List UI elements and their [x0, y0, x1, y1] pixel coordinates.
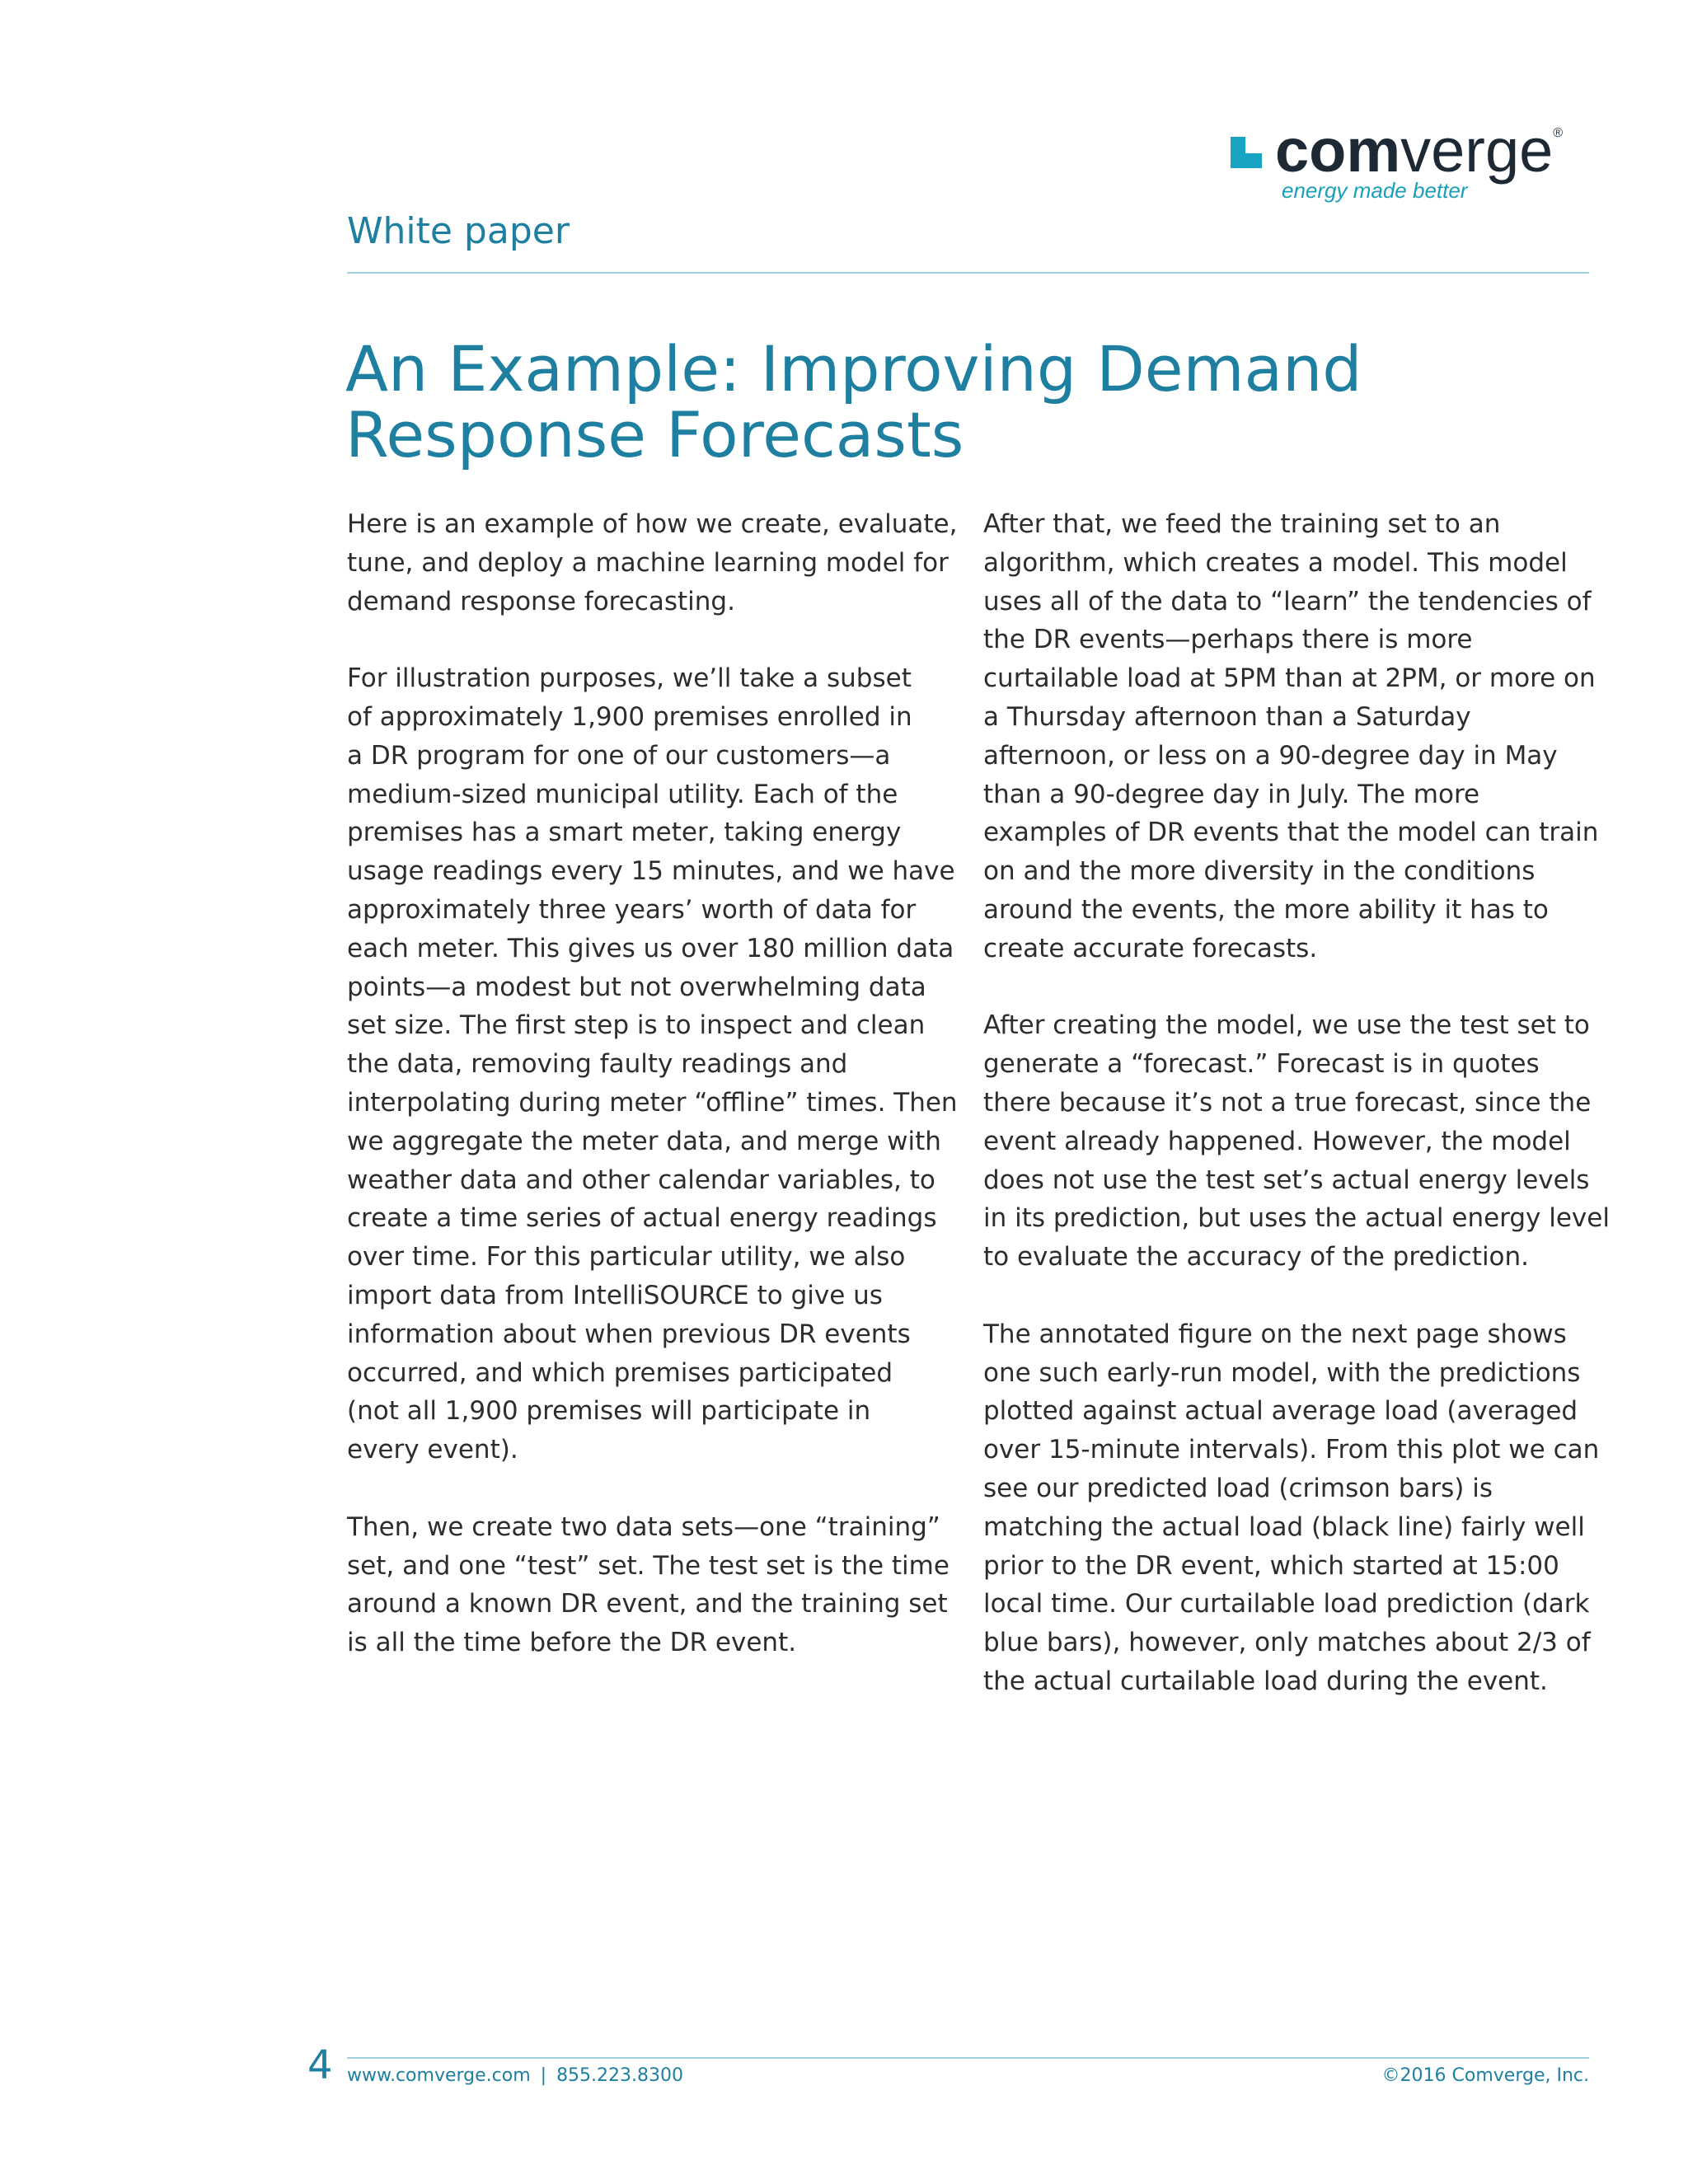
text-line: generate a “forecast.” Forecast is in quotes [983, 1049, 1540, 1080]
text-line: points—a modest but not overwhelming data [347, 972, 926, 1002]
text-line: around the events, the more ability it has to [983, 894, 1549, 925]
text-line: we aggregate the meter data, and merge with [347, 1126, 941, 1156]
title-line-2: Response Forecasts [345, 398, 964, 471]
text-line: over time. For this particular utility, we also [347, 1242, 906, 1272]
text-line: set, and one “test” set. The test set is the time [347, 1550, 950, 1581]
text-line: curtailable load at 5PM than at 2PM, or more on [983, 663, 1596, 694]
text-line: create a time series of actual energy readings [347, 1203, 937, 1234]
header-divider [347, 272, 1589, 274]
comverge-logo [1231, 116, 1593, 204]
text-line: For illustration purposes, we’ll take a subset [347, 663, 912, 694]
text-line: afternoon, or less on a 90-degree day in May [983, 740, 1558, 771]
text-line: a DR program for one of our customers—a [347, 740, 891, 771]
copyright: ©2016 Comverge, Inc. [1381, 2065, 1589, 2086]
paragraph [347, 505, 958, 621]
page-number: 4 [307, 2042, 333, 2088]
text-line: around a known DR event, and the training set [347, 1589, 948, 1619]
paragraph [983, 505, 1599, 968]
text-line: tune, and deploy a machine learning model for [347, 547, 949, 578]
text-line: than a 90-degree day in July. The more [983, 779, 1480, 809]
left-column [347, 505, 958, 1701]
text-line: each meter. This gives us over 180 million data [347, 933, 954, 963]
text-line: event already happened. However, the model [983, 1126, 1571, 1156]
footer-contact [347, 2065, 683, 2086]
text-line: a Thursday afternoon than a Saturday [983, 701, 1471, 732]
text-line: every event). [347, 1435, 518, 1465]
text-line: to evaluate the accuracy of the prediction. [983, 1242, 1530, 1272]
text-line: the actual curtailable load during the event. [983, 1666, 1548, 1696]
text-line: After creating the model, we use the test set to [983, 1010, 1590, 1041]
text-line: After that, we feed the training set to an [983, 509, 1501, 539]
page-title [345, 332, 1417, 471]
text-line: matching the actual load (black line) fairly well [983, 1511, 1585, 1542]
text-line: usage readings every 15 minutes, and we have [347, 856, 955, 887]
paragraph [983, 1006, 1610, 1277]
text-line: occurred, and which premises participated [347, 1357, 893, 1388]
text-line: interpolating during meter “offline” times. Then [347, 1087, 958, 1118]
text-line: The annotated figure on the next page shows [983, 1319, 1567, 1349]
text-line: weather data and other calendar variables, to [347, 1165, 935, 1195]
text-line: Then, we create two data sets—one “training” [347, 1511, 940, 1542]
logo-wordmark: comverge® [1275, 116, 1564, 185]
text-line: blue bars), however, only matches about 2/3 of [983, 1628, 1591, 1658]
text-line: prior to the DR event, which started at 15:00 [983, 1550, 1559, 1581]
text-line: set size. The first step is to inspect and clean [347, 1010, 926, 1041]
text-line: uses all of the data to “learn” the tendencies of [983, 586, 1592, 616]
text-line: local time. Our curtailable load prediction (dark [983, 1589, 1590, 1619]
right-column [983, 505, 1610, 1740]
paragraph [983, 1315, 1600, 1701]
text-line: does not use the test set’s actual energy levels [983, 1165, 1590, 1195]
paragraph [347, 659, 958, 1469]
text-line: over 15-minute intervals). From this plot we can [983, 1435, 1600, 1465]
text-line: premises has a smart meter, taking energy [347, 818, 902, 848]
text-line: plotted against actual average load (averaged [983, 1396, 1578, 1427]
text-line: demand response forecasting. [347, 586, 735, 616]
text-line: Here is an example of how we create, evaluate, [347, 509, 958, 539]
text-line: information about when previous DR events [347, 1319, 911, 1349]
phone-number: 855.223.8300 [556, 2065, 684, 2086]
text-line: (not all 1,900 premises will participate in [347, 1396, 871, 1427]
text-line: the DR events—perhaps there is more [983, 625, 1473, 655]
text-line: algorithm, which creates a model. This model [983, 547, 1568, 578]
text-line: there because it’s not a true forecast, since the [983, 1087, 1592, 1118]
text-line: medium-sized municipal utility. Each of the [347, 779, 898, 809]
text-line: on and the more diversity in the conditions [983, 856, 1536, 887]
text-line: of approximately 1,900 premises enrolled in [347, 701, 912, 732]
text-line: examples of DR events that the model can train [983, 818, 1599, 848]
text-line: import data from IntelliSOURCE to give us [347, 1280, 883, 1310]
text-line: create accurate forecasts. [983, 933, 1318, 963]
text-line: in its prediction, but uses the actual energy level [983, 1203, 1610, 1234]
logo-tagline: energy made better [1282, 178, 1468, 203]
document-type-label: White paper [347, 210, 570, 252]
text-line: approximately three years’ worth of data for [347, 894, 917, 925]
text-line: is all the time before the DR event. [347, 1628, 797, 1658]
text-line: the data, removing faulty readings and [347, 1049, 848, 1080]
text-line: one such early-run model, with the predictions [983, 1357, 1581, 1388]
paragraph [347, 1508, 949, 1662]
website-link[interactable]: www.comverge.com [347, 2065, 531, 2086]
text-line: see our predicted load (crimson bars) is [983, 1473, 1493, 1503]
title-line-1: An Example: Improving Demand [345, 332, 1362, 405]
logo-square-icon [1231, 137, 1262, 168]
footer-divider [347, 2057, 1589, 2059]
footer-separator: | [540, 2065, 547, 2086]
